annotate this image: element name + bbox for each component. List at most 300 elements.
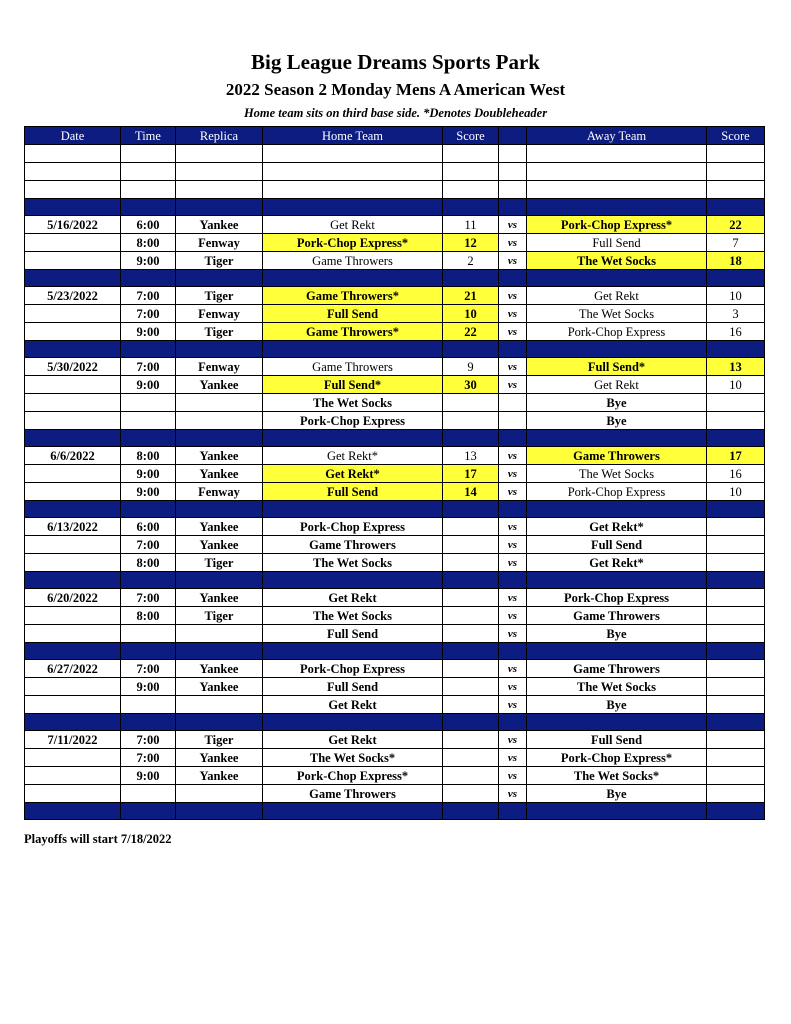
blank-cell [443, 145, 499, 163]
separator-cell [527, 501, 707, 518]
away-score: 22 [707, 216, 765, 234]
separator-cell [443, 572, 499, 589]
away-team: The Wet Socks [527, 305, 707, 323]
home-team: Get Rekt [263, 696, 443, 714]
vs-label: vs [499, 660, 527, 678]
replica-field: Tiger [176, 731, 263, 749]
separator-cell [499, 803, 527, 820]
home-team: The Wet Socks [263, 607, 443, 625]
vs-label: vs [499, 767, 527, 785]
separator-cell [707, 501, 765, 518]
blank-cell [499, 163, 527, 181]
away-score [707, 625, 765, 643]
replica-field: Fenway [176, 305, 263, 323]
separator-cell [527, 270, 707, 287]
home-score [443, 731, 499, 749]
game-time: 8:00 [121, 234, 176, 252]
game-time: 8:00 [121, 554, 176, 572]
separator-cell [121, 430, 176, 447]
week-separator-row [25, 643, 765, 660]
blank-cell [121, 181, 176, 199]
replica-field: Tiger [176, 554, 263, 572]
game-date [25, 234, 121, 252]
home-team: Pork-Chop Express* [263, 767, 443, 785]
home-team: Get Rekt [263, 731, 443, 749]
home-team: Pork-Chop Express [263, 412, 443, 430]
game-time: 6:00 [121, 518, 176, 536]
column-header-replica: Replica [176, 127, 263, 145]
game-time: 7:00 [121, 287, 176, 305]
game-row [25, 536, 765, 554]
game-date [25, 785, 121, 803]
game-date [25, 767, 121, 785]
vs-label: vs [499, 376, 527, 394]
away-score: 7 [707, 234, 765, 252]
home-score [443, 660, 499, 678]
home-team: Game Throwers* [263, 287, 443, 305]
blank-cell [443, 181, 499, 199]
away-team: Full Send [527, 536, 707, 554]
separator-cell [25, 430, 121, 447]
separator-cell [25, 270, 121, 287]
game-time: 9:00 [121, 483, 176, 501]
week-separator-row [25, 572, 765, 589]
separator-cell [499, 270, 527, 287]
game-date: 6/27/2022 [25, 660, 121, 678]
blank-row [25, 181, 765, 199]
replica-field: Yankee [176, 216, 263, 234]
home-team: Full Send [263, 305, 443, 323]
vs-label [499, 412, 527, 430]
replica-field [176, 696, 263, 714]
home-team: Get Rekt* [263, 447, 443, 465]
separator-cell [176, 270, 263, 287]
separator-cell [527, 803, 707, 820]
separator-cell [707, 572, 765, 589]
separator-cell [499, 714, 527, 731]
home-team: Full Send [263, 625, 443, 643]
away-team: Bye [527, 394, 707, 412]
home-team: Game Throwers [263, 252, 443, 270]
away-team: Game Throwers [527, 607, 707, 625]
column-header-home-team: Home Team [263, 127, 443, 145]
separator-cell [443, 501, 499, 518]
home-score [443, 394, 499, 412]
away-team: The Wet Socks [527, 678, 707, 696]
blank-cell [121, 163, 176, 181]
separator-cell [443, 643, 499, 660]
page-subtitle: 2022 Season 2 Monday Mens A American West [225, 80, 566, 99]
blank-cell [263, 145, 443, 163]
game-time: 7:00 [121, 536, 176, 554]
separator-cell [527, 430, 707, 447]
game-row [25, 554, 765, 572]
away-team: Full Send* [527, 358, 707, 376]
separator-cell [443, 714, 499, 731]
blank-cell [707, 145, 765, 163]
game-time: 7:00 [121, 660, 176, 678]
replica-field: Tiger [176, 323, 263, 341]
home-score: 2 [443, 252, 499, 270]
game-time: 9:00 [121, 767, 176, 785]
separator-cell [25, 643, 121, 660]
separator-cell [499, 572, 527, 589]
separator-cell [121, 714, 176, 731]
home-team: Pork-Chop Express* [263, 234, 443, 252]
separator-cell [443, 199, 499, 216]
column-header-away-score: Score [707, 127, 765, 145]
separator-cell [443, 270, 499, 287]
separator-cell [443, 341, 499, 358]
game-date [25, 305, 121, 323]
vs-label: vs [499, 785, 527, 803]
home-team: Game Throwers [263, 358, 443, 376]
separator-cell [499, 643, 527, 660]
home-team: Get Rekt [263, 589, 443, 607]
separator-cell [25, 803, 121, 820]
blank-cell [121, 145, 176, 163]
game-time [121, 412, 176, 430]
home-score: 13 [443, 447, 499, 465]
blank-cell [527, 163, 707, 181]
week-separator-row [25, 430, 765, 447]
vs-label: vs [499, 536, 527, 554]
game-time: 9:00 [121, 252, 176, 270]
away-team: Get Rekt [527, 376, 707, 394]
home-score: 17 [443, 465, 499, 483]
separator-cell [263, 430, 443, 447]
blank-cell [176, 145, 263, 163]
game-date [25, 323, 121, 341]
home-score [443, 785, 499, 803]
week-separator-row [25, 199, 765, 216]
game-time: 6:00 [121, 216, 176, 234]
separator-cell [263, 199, 443, 216]
game-date [25, 376, 121, 394]
column-header-vs [499, 127, 527, 145]
away-team: The Wet Socks [527, 252, 707, 270]
separator-cell [176, 501, 263, 518]
game-date [25, 394, 121, 412]
home-score: 30 [443, 376, 499, 394]
separator-cell [121, 501, 176, 518]
away-score [707, 518, 765, 536]
home-team: Game Throwers [263, 536, 443, 554]
blank-cell [263, 181, 443, 199]
home-score [443, 678, 499, 696]
away-score: 13 [707, 358, 765, 376]
replica-field [176, 625, 263, 643]
table-header-row [25, 127, 765, 145]
game-time: 7:00 [121, 305, 176, 323]
week-separator-row [25, 803, 765, 820]
home-team: Full Send [263, 678, 443, 696]
separator-cell [443, 803, 499, 820]
home-team: The Wet Socks [263, 554, 443, 572]
separator-cell [707, 199, 765, 216]
vs-label: vs [499, 323, 527, 341]
replica-field: Yankee [176, 678, 263, 696]
home-team: Pork-Chop Express [263, 660, 443, 678]
schedule-note: Home team sits on third base side. *Denotes Doubleheader [243, 106, 548, 120]
game-date [25, 678, 121, 696]
separator-cell [25, 199, 121, 216]
replica-field: Tiger [176, 287, 263, 305]
blank-cell [263, 163, 443, 181]
game-row [25, 731, 765, 749]
schedule-body [25, 145, 765, 820]
away-team: Game Throwers [527, 447, 707, 465]
game-row [25, 358, 765, 376]
away-team: Bye [527, 625, 707, 643]
game-time: 8:00 [121, 607, 176, 625]
away-score [707, 749, 765, 767]
separator-cell [443, 430, 499, 447]
vs-label: vs [499, 731, 527, 749]
separator-cell [176, 572, 263, 589]
game-row [25, 625, 765, 643]
replica-field [176, 394, 263, 412]
home-score [443, 696, 499, 714]
away-score [707, 394, 765, 412]
home-score [443, 625, 499, 643]
away-team: Full Send [527, 731, 707, 749]
game-date [25, 412, 121, 430]
replica-field: Yankee [176, 447, 263, 465]
game-time: 9:00 [121, 465, 176, 483]
game-date: 5/30/2022 [25, 358, 121, 376]
game-row [25, 678, 765, 696]
away-score: 3 [707, 305, 765, 323]
game-date: 5/16/2022 [25, 216, 121, 234]
home-score [443, 536, 499, 554]
separator-cell [121, 643, 176, 660]
home-team: The Wet Socks* [263, 749, 443, 767]
separator-cell [121, 341, 176, 358]
away-team: Pork-Chop Express [527, 483, 707, 501]
game-time: 9:00 [121, 323, 176, 341]
vs-label: vs [499, 305, 527, 323]
game-row [25, 785, 765, 803]
home-team: Pork-Chop Express [263, 518, 443, 536]
game-date: 6/6/2022 [25, 447, 121, 465]
away-score [707, 660, 765, 678]
column-header-time: Time [121, 127, 176, 145]
blank-cell [527, 181, 707, 199]
game-row [25, 447, 765, 465]
vs-label: vs [499, 483, 527, 501]
game-row [25, 465, 765, 483]
vs-label: vs [499, 625, 527, 643]
game-row [25, 323, 765, 341]
home-score [443, 412, 499, 430]
game-row [25, 518, 765, 536]
separator-cell [25, 341, 121, 358]
away-team: Get Rekt* [527, 554, 707, 572]
home-team: Get Rekt* [263, 465, 443, 483]
separator-cell [263, 803, 443, 820]
away-team: Bye [527, 696, 707, 714]
game-time [121, 394, 176, 412]
game-row [25, 394, 765, 412]
vs-label: vs [499, 358, 527, 376]
column-header-date: Date [25, 127, 121, 145]
separator-cell [176, 803, 263, 820]
replica-field: Yankee [176, 518, 263, 536]
home-score: 12 [443, 234, 499, 252]
away-score: 10 [707, 287, 765, 305]
replica-field: Yankee [176, 536, 263, 554]
separator-cell [707, 341, 765, 358]
game-time [121, 696, 176, 714]
separator-cell [121, 803, 176, 820]
blank-cell [527, 145, 707, 163]
away-team: The Wet Socks [527, 465, 707, 483]
column-header-home-score: Score [443, 127, 499, 145]
separator-cell [176, 430, 263, 447]
away-team: Pork-Chop Express* [527, 749, 707, 767]
separator-cell [527, 643, 707, 660]
separator-cell [263, 643, 443, 660]
replica-field: Yankee [176, 589, 263, 607]
vs-label: vs [499, 518, 527, 536]
game-date: 6/13/2022 [25, 518, 121, 536]
separator-cell [527, 341, 707, 358]
game-time: 9:00 [121, 678, 176, 696]
home-score: 9 [443, 358, 499, 376]
game-row [25, 234, 765, 252]
replica-field: Yankee [176, 767, 263, 785]
game-time: 9:00 [121, 376, 176, 394]
separator-cell [176, 199, 263, 216]
home-score: 11 [443, 216, 499, 234]
replica-field: Fenway [176, 358, 263, 376]
week-separator-row [25, 714, 765, 731]
game-time: 7:00 [121, 749, 176, 767]
away-score: 18 [707, 252, 765, 270]
blank-cell [499, 145, 527, 163]
away-team: Pork-Chop Express [527, 323, 707, 341]
blank-cell [25, 181, 121, 199]
away-score: 10 [707, 376, 765, 394]
replica-field [176, 785, 263, 803]
blank-cell [176, 181, 263, 199]
separator-cell [707, 803, 765, 820]
replica-field: Yankee [176, 465, 263, 483]
vs-label: vs [499, 216, 527, 234]
separator-cell [25, 572, 121, 589]
week-separator-row [25, 270, 765, 287]
vs-label: vs [499, 252, 527, 270]
blank-cell [176, 163, 263, 181]
game-row [25, 252, 765, 270]
vs-label: vs [499, 287, 527, 305]
home-score [443, 607, 499, 625]
vs-label: vs [499, 749, 527, 767]
game-row [25, 749, 765, 767]
playoffs-note: Playoffs will start 7/18/2022 [24, 832, 172, 846]
replica-field: Yankee [176, 749, 263, 767]
vs-label: vs [499, 465, 527, 483]
away-team: The Wet Socks* [527, 767, 707, 785]
game-date [25, 554, 121, 572]
week-separator-row [25, 341, 765, 358]
away-team: Full Send [527, 234, 707, 252]
away-score [707, 696, 765, 714]
separator-cell [499, 199, 527, 216]
separator-cell [499, 501, 527, 518]
replica-field: Yankee [176, 376, 263, 394]
blank-cell [25, 145, 121, 163]
vs-label: vs [499, 447, 527, 465]
separator-cell [499, 430, 527, 447]
game-row [25, 607, 765, 625]
home-team: Full Send* [263, 376, 443, 394]
game-row [25, 287, 765, 305]
replica-field: Fenway [176, 483, 263, 501]
away-score [707, 536, 765, 554]
game-row [25, 376, 765, 394]
home-team: Game Throwers [263, 785, 443, 803]
game-date: 5/23/2022 [25, 287, 121, 305]
separator-cell [707, 714, 765, 731]
game-date [25, 465, 121, 483]
away-team: Get Rekt [527, 287, 707, 305]
separator-cell [263, 341, 443, 358]
separator-cell [263, 572, 443, 589]
separator-cell [121, 270, 176, 287]
vs-label [499, 394, 527, 412]
game-time: 7:00 [121, 589, 176, 607]
away-score [707, 767, 765, 785]
blank-row [25, 163, 765, 181]
separator-cell [25, 714, 121, 731]
away-team: Bye [527, 785, 707, 803]
separator-cell [707, 430, 765, 447]
home-score: 10 [443, 305, 499, 323]
game-date [25, 483, 121, 501]
game-date [25, 625, 121, 643]
game-time: 8:00 [121, 447, 176, 465]
page-title: Big League Dreams Sports Park [251, 50, 540, 74]
blank-cell [707, 163, 765, 181]
away-score [707, 589, 765, 607]
home-score [443, 518, 499, 536]
blank-cell [25, 163, 121, 181]
blank-cell [499, 181, 527, 199]
away-score: 17 [707, 447, 765, 465]
week-separator-row [25, 501, 765, 518]
away-team: Pork-Chop Express [527, 589, 707, 607]
replica-field: Tiger [176, 607, 263, 625]
away-team: Bye [527, 412, 707, 430]
blank-cell [707, 181, 765, 199]
game-date [25, 607, 121, 625]
home-team: Full Send [263, 483, 443, 501]
separator-cell [527, 572, 707, 589]
away-score [707, 607, 765, 625]
away-score [707, 731, 765, 749]
game-row [25, 305, 765, 323]
vs-label: vs [499, 607, 527, 625]
game-row [25, 767, 765, 785]
game-date: 7/11/2022 [25, 731, 121, 749]
separator-cell [25, 501, 121, 518]
game-date [25, 536, 121, 554]
away-score [707, 678, 765, 696]
home-score: 14 [443, 483, 499, 501]
column-header-away-team: Away Team [527, 127, 707, 145]
